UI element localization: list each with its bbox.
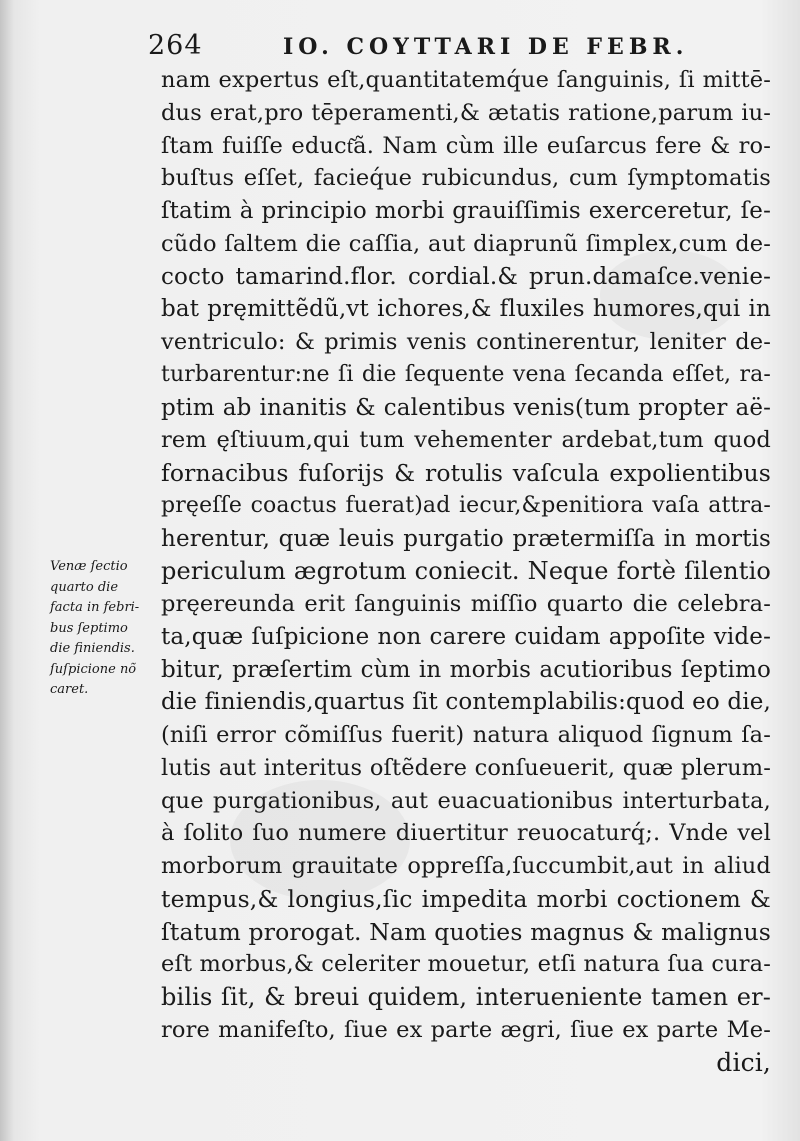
text-line: morborum grauitate oppreſſa,ſuccumbit,aut in aliud (161, 853, 771, 879)
text-line: fornacibus fuſorijs & rotulis vaſcula expolientibus (161, 459, 771, 487)
text-line: nam expertus eſt,quantitatemq́ue ſanguinis, ſi mittē- (161, 67, 771, 93)
text-line: ſtam fuiſſe educt͂ã. Nam cùm ille euſarcus fere & ro- (161, 132, 771, 159)
text-line: eſt morbus,& celeriter mouetur, etſi natura ſua cura- (161, 951, 771, 978)
page-header (148, 30, 768, 66)
body-text (161, 64, 771, 1079)
marginal-note-line: caret. (50, 682, 89, 697)
marginal-note-line: die finiendis. (50, 641, 135, 656)
text-line: cocto tamarind.flor. cordial.& prun.damaſce.venie- (161, 263, 771, 290)
text-line: bat pręmittẽdũ,vt ichores,& fluxiles humores,qui in (161, 296, 771, 323)
text-line: die finiendis,quartus ſit contemplabilis:quod eo die, (161, 689, 771, 716)
text-line: herentur, quæ leuis purgatio prætermiſſa in mortis (161, 525, 771, 552)
marginal-note (50, 557, 162, 701)
text-line: lutis aut interitus oſtẽdere conſueuerit, quæ plerum- (161, 754, 771, 781)
marginal-note-line: ſuſpicione nõ (50, 661, 137, 677)
text-line: bitur, præſertim cùm in morbis acutioribus ſeptimo (161, 656, 771, 683)
text-line: à ſolito ſuo numere diuertitur reuocaturq́;. Vnde vel (161, 820, 771, 847)
text-line: rem ęſtiuum,qui tum vehementer ardebat,tum quod (161, 427, 771, 454)
text-line: (niſi error cõmiſſus fuerit) natura aliquod ſignum ſa- (161, 722, 771, 748)
marginal-note-line: facta in febri- (50, 600, 140, 615)
text-line: ſtatim à principio morbi grauiſſimis exerceretur, ſe- (161, 198, 771, 224)
text-line: buſtus eſſet, facieq́ue rubicundus, cum ſymptomatis (161, 165, 771, 192)
marginal-note-line: Venæ ſectio (50, 559, 128, 574)
text-line-last: dici, (716, 1047, 771, 1077)
text-line: ptim ab inanitis & calentibus venis(tum propter aë- (161, 394, 771, 421)
text-line: turbarentur:ne ſi die ſequente vena ſecanda eſſet, ra- (161, 361, 771, 387)
text-line: pręereunda erit ſanguinis miſſio quarto die celebra- (161, 591, 771, 617)
text-line: bilis ſit, & breui quidem, interueniente tamen er- (161, 983, 771, 1011)
text-line: ſtatum prorogat. Nam quoties magnus & malignus (161, 917, 771, 946)
text-line: ta,quæ ſuſpicione non carere cuidam appoſite vide- (161, 623, 771, 650)
text-line: ventriculo: & primis venis continerentur, leniter de- (161, 329, 771, 355)
text-line: que purgationibus, aut euacuationibus interturbata, (161, 787, 771, 814)
running-head: IO. COYTTARI DE FEBR. (283, 34, 689, 60)
page-number: 264 (148, 30, 203, 61)
text-line: tempus,& longius,ſic impedita morbi coctionem & (161, 884, 771, 913)
marginal-note-line: quarto die (50, 579, 119, 595)
text-line: pręeſſe coactus fuerat)ad iecur,&penitiora vaſa attra- (161, 492, 771, 518)
marginal-note-line: bus ſeptimo (50, 620, 128, 636)
text-line: dus erat,pro tēperamenti,& ætatis ratione,parum iu- (161, 99, 771, 126)
text-line: rore manifeſto, ſiue ex parte ægri, ſiue ex parte Me- (161, 1016, 771, 1043)
text-line: cũdo ſaltem die caſſia, aut diaprunũ ſimplex,cum de- (161, 230, 771, 257)
text-line: periculum ægrotum coniecit. Neque fortè ſilentio (161, 557, 771, 586)
